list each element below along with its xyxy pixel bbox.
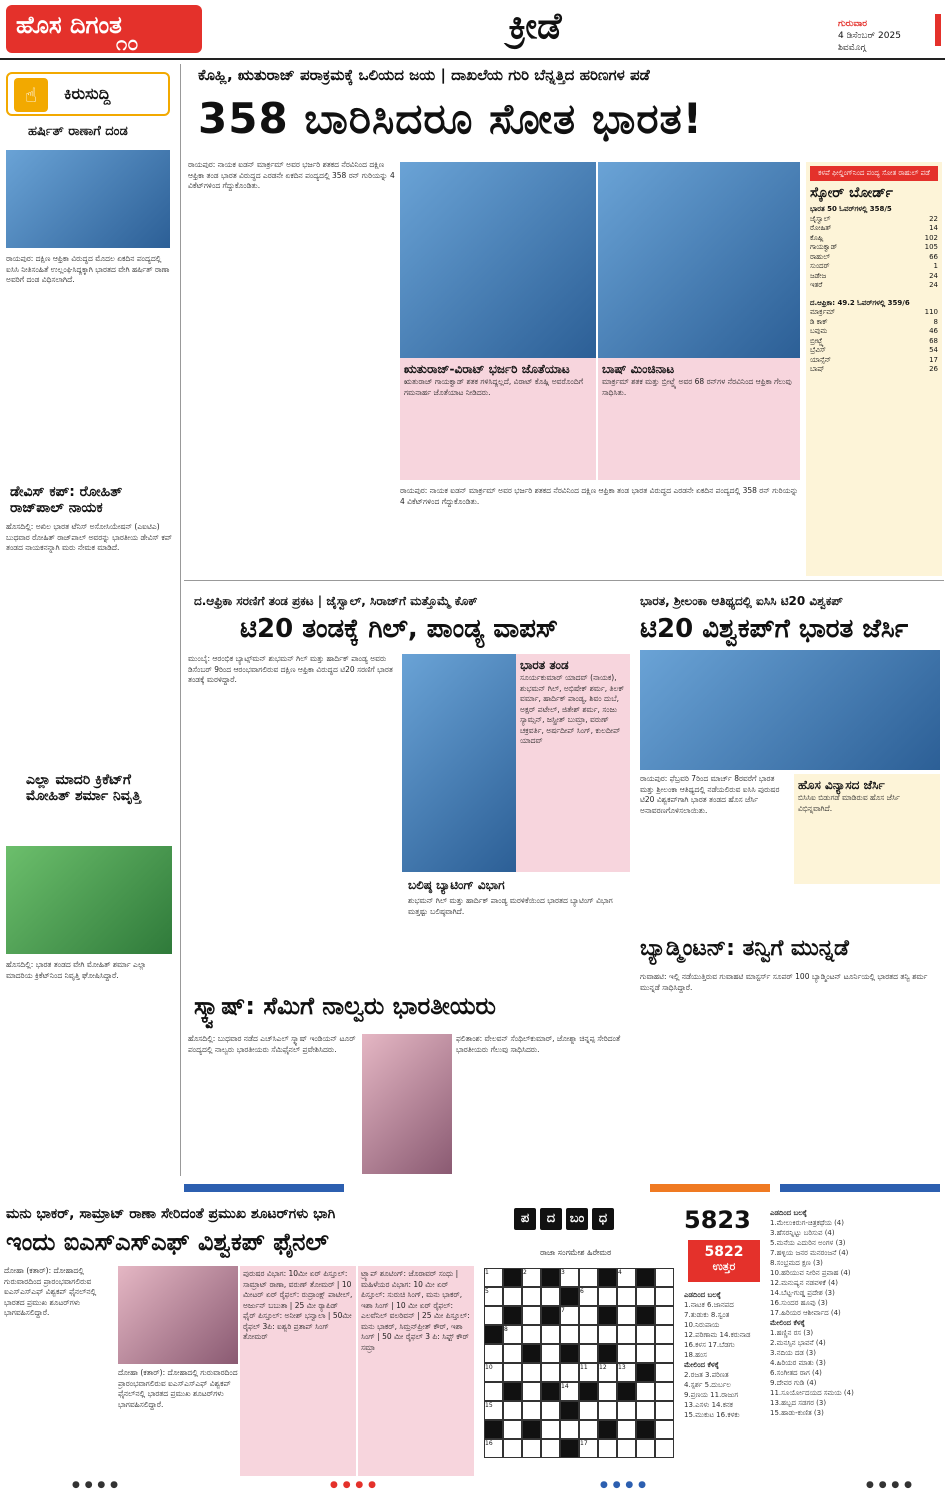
crossword-cell[interactable]: [560, 1420, 579, 1439]
team-head: ಭಾರತ ತಂಡ: [520, 658, 569, 672]
crossword-cell: [503, 1382, 522, 1401]
crossword-cell[interactable]: 13: [617, 1363, 636, 1382]
score-row: [810, 365, 938, 375]
jersey-body: ರಾಯಪುರ: ಫೆಬ್ರವರಿ 7ರಿಂದ ಮಾರ್ಚ್ 8ರವರೆಗೆ ಭಾರತ ಮತ್ತು ಶ್ರೀಲಂಕಾ ಆತಿಥ್ಯದಲ್ಲಿ ನಡೆಯಲಿರುವ ಐಸಿಸಿ ಪುರುಷರ ಟಿ20 ವಿಶ್ವಕಪ್‌ಗಾಗಿ ಭಾರತ ತಂಡದ ಹೊಸ ಜೆರ್ಸಿ ಅನಾವರಣಗೊಳಿಸಲಾಯಿತು.: [640, 774, 780, 815]
clue-item: 6.ಸಂಗೀತದ ರಾಗ (4): [770, 1369, 822, 1377]
puzzle-title-4: ಧ: [592, 1208, 614, 1230]
crossword-cell[interactable]: 10: [484, 1363, 503, 1382]
crossword-cell[interactable]: [484, 1344, 503, 1363]
answer-item: 18.ಹಂಸ: [684, 1351, 707, 1359]
caption-1-head: ಋತುರಾಜ್-ವಿರಾಟ್ ಭರ್ಜರಿ ಜೊತೆಯಾಟ: [404, 362, 570, 376]
score-row: [810, 337, 938, 347]
t20-headline: ಟಿ20 ತಂಡಕ್ಕೆ ಗಿಲ್, ಪಾಂಡ್ಯ ವಾಪಸ್: [240, 614, 559, 644]
crossword-cell[interactable]: 4: [617, 1268, 636, 1287]
hand-icon: ☝: [14, 78, 48, 112]
player-name: ಬ್ರೆವಿಸ್: [810, 346, 826, 354]
crossword-cell[interactable]: 12: [598, 1363, 617, 1382]
crossword-cell: [560, 1439, 579, 1458]
player-name: ಇತರೆ: [810, 281, 823, 289]
player-runs: 1: [933, 262, 938, 270]
kohli-photo: [598, 162, 800, 358]
crossword-cell[interactable]: [522, 1363, 541, 1382]
crossword-cell[interactable]: 6: [579, 1287, 598, 1306]
player-runs: 66: [929, 252, 938, 261]
kirusuddi-badge: [6, 72, 170, 116]
crossword-cell[interactable]: [579, 1420, 598, 1439]
t20-caption-head: ಬಲಿಷ್ಠ ಬ್ಯಾಟಿಂಗ್ ವಿಭಾಗ: [408, 878, 505, 892]
crossword-cell[interactable]: [655, 1401, 674, 1420]
answer-item: 2.ರಜತ 3.ಪರಿಣತ: [684, 1371, 729, 1379]
crossword-cell[interactable]: [541, 1344, 560, 1363]
crossword-cell[interactable]: [655, 1344, 674, 1363]
player-runs: 102: [924, 233, 938, 242]
scorecard: [806, 162, 942, 576]
shooting-body: ದೋಹಾ (ಕತಾರ್): ದೋಹಾದಲ್ಲಿ ಗುರುವಾರದಿಂದ ಪ್ರಾರಂಭವಾಗಲಿರುವ ಐಎಸ್‌ಎಸ್‌ಎಫ್ ವಿಶ್ವಕಪ್ ಫೈನಲ್‌ನಲ್ಲಿ ಭಾರತದ ಪ್ರಮುಖ ಶೂಟರ್‌ಗಳು ಭಾಗವಹಿಸಲಿದ್ದಾರೆ.: [4, 1266, 97, 1317]
crossword-cell[interactable]: [636, 1287, 655, 1306]
clue-across-title: ಎಡದಿಂದ ಬಲಕ್ಕೆ: [770, 1209, 807, 1217]
city-label: ಶಿವಮೊಗ್ಗ: [838, 43, 866, 53]
crossword-cell[interactable]: [579, 1268, 598, 1287]
brief-body-davis: ಹೊಸದಿಲ್ಲಿ: ಅಖಿಲ ಭಾರತ ಟೆನಿಸ್ ಅಸೋಸಿಯೇಷನ್ (ಎಐಟಿಎ) ಬುಧವಾರ ರೋಹಿತ್ ರಾಜ್‌ಪಾಲ್ ಅವರನ್ನು ಭಾರತೀಯ ಡೇವಿಸ್ ಕಪ್ ತಂಡದ ನಾಯಕನನ್ನಾಗಿ ಮರು ನೇಮಕ ಮಾಡಿದೆ.: [6, 522, 172, 552]
crossword-cell: [598, 1306, 617, 1325]
player-runs: 8: [933, 317, 938, 326]
clue-item: 11.ಸೂರ್ಯೋದಯದ ಸಮಯ (4): [770, 1389, 854, 1397]
crossword-cell[interactable]: [655, 1382, 674, 1401]
player-name: ಜೈಸ್ವಾಲ್: [810, 214, 831, 223]
clue-item: 1.ಮೇಲುಕಿರುಗ-ಚಿತ್ರಕಥೆಯ (4): [770, 1219, 844, 1227]
manu-photo: [118, 1266, 238, 1364]
player-name: ಬಾಷ್: [810, 365, 825, 373]
clue-item: 2.ಮನಸ್ಸಿನ ಭಾವನೆ (4): [770, 1339, 826, 1347]
crossword-cell[interactable]: [579, 1344, 598, 1363]
crossword-cell: [541, 1382, 560, 1401]
team-box: [516, 654, 630, 872]
player-name: ಕೊಹ್ಲಿ: [810, 233, 824, 242]
brief-body-mohit: ಹೊಸದಿಲ್ಲಿ: ಭಾರತ ತಂಡದ ವೇಗಿ ಮೋಹಿತ್ ಶರ್ಮಾ ಎಲ್ಲಾ ಮಾದರಿಯ ಕ್ರಿಕೆಟ್‌ನಿಂದ ನಿವೃತ್ತಿ ಘೋಷಿಸಿದ್ದಾರೆ.: [6, 960, 147, 980]
badminton-body: ಗುವಾಹಟಿ: ಇಲ್ಲಿ ನಡೆಯುತ್ತಿರುವ ಗುವಾಹಟಿ ಮಾಸ್ಟರ್ಸ್ ಸೂಪರ್ 100 ಬ್ಯಾಡ್ಮಿಂಟನ್ ಟೂರ್ನಿಯಲ್ಲಿ ಭಾರತದ ತನ್ವಿ ಶರ್ಮ ಮುನ್ನಡೆ ಸಾಧಿಸಿದ್ದಾರೆ.: [640, 972, 928, 992]
crossword-cell[interactable]: [541, 1420, 560, 1439]
puzzle-number: 5823: [684, 1206, 751, 1234]
t20-caption: ಶುಭಮನ್ ಗಿಲ್ ಮತ್ತು ಹಾರ್ದಿಕ್ ಪಾಂಡ್ಯ ಮರಳಿಕೆಯಿಂದ ಭಾರತದ ಬ್ಯಾಟಿಂಗ್ ವಿಭಾಗ ಮತ್ತಷ್ಟು ಬಲಿಷ್ಠವಾಗಿದೆ.: [408, 896, 613, 916]
clue-item: 1.ಹಣ್ಣಿನ ರಸ (3): [770, 1329, 814, 1337]
india-total: ಭಾರತ 50 ಓವರ್‌ಗಳಲ್ಲಿ 358/5: [810, 205, 892, 213]
caption-2-body: ಮಾರ್ಕ್ರಮ್ ಶತಕ ಮತ್ತು ಬ್ರೀಟ್ಜ್ಕೆ ಅವರ 68 ರನ್‌ಗಳ ನೆರವಿನಿಂದ ಆಫ್ರಿಕಾ ಗೆಲುವು ಸಾಧಿಸಿತು.: [602, 377, 792, 397]
scorecard-title: ಸ್ಕೋರ್ ಬೋರ್ಡ್: [810, 185, 893, 201]
answer-item: 12.ಪರಿಣಾಮ 14.ಕರುನಾಡ: [684, 1331, 751, 1339]
crossword-cell[interactable]: [598, 1382, 617, 1401]
mohit-photo: [6, 846, 172, 954]
crossword-cell[interactable]: [598, 1401, 617, 1420]
crossword-cell[interactable]: [617, 1439, 636, 1458]
crossword-cell[interactable]: [598, 1439, 617, 1458]
divider-1: [184, 580, 944, 581]
clue-down-title: ಮೇಲಿಂದ ಕೆಳಕ್ಕೆ: [770, 1319, 805, 1327]
t20-kicker: ದ.ಆಫ್ರಿಕಾ ಸರಣಿಗೆ ತಂಡ ಪ್ರಕಟ | ಜೈಸ್ವಾಲ್, ಸಿರಾಜ್‌ಗೆ ಮತ್ತೊಮ್ಮೆ ಕೊಕ್: [194, 594, 478, 608]
shooting-headline: ಇಂದು ಐಎಸ್‌ಎಸ್‌ಎಫ್ ವಿಶ್ವಕಪ್ ಫೈನಲ್: [6, 1228, 329, 1256]
date-block: [838, 18, 938, 54]
clue-item: 8.ಸಂಭ್ರಮದ ಕ್ಷಣ (3): [770, 1259, 823, 1267]
crossword-cell: [503, 1268, 522, 1287]
crossword-cell[interactable]: [617, 1306, 636, 1325]
crossword-cell[interactable]: [522, 1382, 541, 1401]
crossword-cell[interactable]: [522, 1401, 541, 1420]
clue-list: [770, 1208, 942, 1418]
jersey-box: [794, 774, 940, 884]
crossword-cell[interactable]: [541, 1325, 560, 1344]
crossword-cell[interactable]: [655, 1363, 674, 1382]
badminton-headline: ಬ್ಯಾಡ್ಮಿಂಟನ್: ತನ್ವಿಗೆ ಮುನ್ನಡೆ: [640, 936, 849, 961]
print-dots-4: ● ● ● ●: [866, 1480, 913, 1490]
puzzle-title-3: ಬಂ: [566, 1208, 588, 1230]
crossword-cell[interactable]: [655, 1325, 674, 1344]
clue-item: 9.ದೇವರ ಗುಡಿ (4): [770, 1379, 817, 1387]
squash-body: ಹೊಸದಿಲ್ಲಿ: ಬುಧವಾರ ನಡೆದ ಎಚ್‌ಸಿಎಲ್ ಸ್ಕ್ವಾಷ್ ಇಂಡಿಯನ್ ಟೂರ್ ಪಂದ್ಯದಲ್ಲಿ ನಾಲ್ವರು ಭಾರತೀಯರು ಸೆಮಿಫೈನಲ್ ಪ್ರವೇಶಿಸಿದರು.: [188, 1034, 356, 1054]
player-runs: 54: [929, 346, 938, 354]
player-runs: 68: [929, 336, 938, 345]
player-runs: 17: [929, 355, 938, 364]
crossword-cell[interactable]: [579, 1401, 598, 1420]
crossword-cell[interactable]: [598, 1287, 617, 1306]
crossword-cell: [560, 1287, 579, 1306]
player-name: ಸುಂದರ್: [810, 262, 830, 270]
squash-headline: ಸ್ಕ್ವಾಷ್: ಸೆಮಿಗೆ ನಾಲ್ವರು ಭಾರತೀಯರು: [194, 992, 496, 1020]
kirusuddi-label: ಕಿರುಸುದ್ದಿ: [64, 84, 111, 103]
crossword-cell[interactable]: [598, 1325, 617, 1344]
player-name: ರೋಹಿತ್: [810, 224, 832, 232]
jersey-headline: ಟಿ20 ವಿಶ್ವಕಪ್‌ಗೆ ಭಾರತ ಜೆರ್ಸಿ: [640, 614, 909, 644]
clue-item: 10.ಹರಿಯುವ ನೀರಿನ ಪ್ರವಾಹ (4): [770, 1269, 851, 1277]
crossword-cell[interactable]: [655, 1268, 674, 1287]
score-row: [810, 356, 938, 366]
header-divider: [0, 58, 945, 60]
crossword-cell: [617, 1382, 636, 1401]
crossword-cell: [560, 1344, 579, 1363]
crossword-cell[interactable]: 3: [560, 1268, 579, 1287]
section-title: ಕ್ರೀಡೆ: [508, 6, 562, 47]
shooting-kicker: ಮನು ಭಾಕರ್, ಸಾಮ್ರಾಟ್ ರಾಣಾ ಸೇರಿದಂತೆ ಪ್ರಮುಖ ಶೂಟರ್‌ಗಳು ಭಾಗಿ: [6, 1206, 336, 1222]
masthead-logo: [6, 5, 202, 53]
answer-item: 4.ಸ್ಪರ್ಶ 5.ದುರ್ಬಲ: [684, 1381, 731, 1389]
player-name: ಗಾಯಕ್ವಾಡ್: [810, 243, 838, 251]
player-runs: 22: [929, 214, 938, 223]
day-label: ಗುರುವಾರ: [838, 19, 868, 29]
shooting-body-2: ದೋಹಾ (ಕತಾರ್): ದೋಹಾದಲ್ಲಿ ಗುರುವಾರದಿಂದ ಪ್ರಾರಂಭವಾಗಲಿರುವ ಐಎಸ್‌ಎಸ್‌ಎಫ್ ವಿಶ್ವಕಪ್ ಫೈನಲ್‌ನಲ್ಲಿ ಭಾರತದ ಪ್ರಮುಖ ಶೂಟರ್‌ಗಳು ಭಾಗವಹಿಸಲಿದ್ದಾರೆ.: [118, 1368, 238, 1409]
crossword-cell[interactable]: 15: [484, 1401, 503, 1420]
answers-down-title: ಮೇಲಿಂದ ಕೆಳಕ್ಕೆ: [684, 1361, 719, 1369]
score-row: [810, 308, 938, 318]
answer-item: 10.ನಿರುಪಾಯ: [684, 1321, 720, 1329]
crossword-cell[interactable]: [636, 1439, 655, 1458]
player-runs: 24: [929, 271, 938, 280]
crossword-cell[interactable]: [522, 1439, 541, 1458]
rana-photo: [6, 150, 170, 248]
brief-headline-mohit: ಎಲ್ಲಾ ಮಾದರಿ ಕ್ರಿಕೆಟ್‌ಗೆ ಮೋಹಿತ್ ಶರ್ಮಾ ನಿವೃತ್ತಿ: [26, 772, 141, 804]
brief-headline-rana: ಹರ್ಷಿತ್ ರಾಣಾಗೆ ದಂಡ: [28, 124, 128, 139]
crossword-cell[interactable]: [617, 1325, 636, 1344]
crossword-cell: [484, 1325, 503, 1344]
crossword-cell[interactable]: [617, 1420, 636, 1439]
crossword-cell: [636, 1306, 655, 1325]
score-row: [810, 215, 938, 225]
lead-body: ರಾಯಪುರ: ನಾಯಕ ಐಡನ್ ಮಾರ್ಕ್ರಮ್ ಅವರ ಭರ್ಜರಿ ಶತಕದ ನೆರವಿನಿಂದ ದಕ್ಷಿಣ ಆಫ್ರಿಕಾ ತಂಡ ಭಾರತ ವಿರುದ್ಧದ ಎರಡನೇ ಏಕದಿನ ಪಂದ್ಯದಲ್ಲಿ 358 ರನ್ ಗುರಿಯನ್ನು 4 ವಿಕೆಟ್‌ಗಳಿಂದ ಗೆದ್ದುಕೊಂಡಿತು.: [188, 160, 395, 190]
clue-item: 3.ಹೆಸರನ್ನಿಟ್ಟು ಬರಿಸುವ (4): [770, 1229, 835, 1237]
crossword-cell[interactable]: [560, 1325, 579, 1344]
crossword-cell[interactable]: [560, 1363, 579, 1382]
squash-results: ಫಲಿತಾಂಶ: ವೇಲವನ್ ಸೆಂಥಿಲ್‌ಕುಮಾರ್, ಜೋಶ್ನಾ ಚಿನ್ನಪ್ಪ ಸೇರಿದಂತೆ ಭಾರತೀಯರು ಗೆಲುವು ಸಾಧಿಸಿದರು.: [456, 1034, 621, 1054]
clue-item: 5.ಮನೆಯ ಎದುರಿನ ಅಂಗಳ (3): [770, 1239, 846, 1247]
prev-answer-label: ಉತ್ತರ: [712, 1260, 736, 1273]
crossword-cell[interactable]: [522, 1287, 541, 1306]
answer-item: 15.ಮುಕುಟ 16.ಕಳಕು: [684, 1411, 740, 1419]
prev-puzzle-number: 5822: [704, 1244, 744, 1260]
date-label: 4 ಡಿಸೆಂಬರ್ 2025: [838, 31, 901, 41]
crossword-cell: [560, 1401, 579, 1420]
crossword-cell[interactable]: [655, 1287, 674, 1306]
crossword-cell[interactable]: [655, 1420, 674, 1439]
crossword-grid[interactable]: [484, 1268, 674, 1458]
crossword-cell[interactable]: [655, 1306, 674, 1325]
crossword-cell[interactable]: [503, 1287, 522, 1306]
player-runs: 110: [924, 308, 938, 316]
score-row: [810, 224, 938, 234]
crossword-cell[interactable]: [579, 1325, 598, 1344]
page-number: ೧೦: [116, 31, 139, 55]
score-row: [810, 281, 938, 291]
player-runs: 105: [924, 243, 938, 251]
puzzle-title: [514, 1208, 614, 1230]
crossword-cell: [636, 1420, 655, 1439]
brief-headline-davis: ಡೇವಿಸ್ ಕಪ್: ರೋಹಿತ್ ರಾಜ್‌ಪಾಲ್ ನಾಯಕ: [10, 484, 123, 516]
score-row: [810, 253, 938, 263]
answer-list: [684, 1290, 764, 1420]
player-name: ರಾಹುಲ್: [810, 252, 831, 261]
crossword-cell[interactable]: [636, 1382, 655, 1401]
crossword-cell[interactable]: 11: [579, 1363, 598, 1382]
crossword-cell: [636, 1268, 655, 1287]
crossword-cell: [579, 1382, 598, 1401]
score-row: [810, 318, 938, 328]
logo-text: ಹೊಸ ದಿಗಂತ: [16, 11, 122, 39]
caption-box-1: [400, 358, 596, 480]
strip-blue: [184, 1184, 344, 1192]
column-rule: [180, 64, 181, 1176]
crossword-cell[interactable]: [522, 1306, 541, 1325]
header-accent: [935, 14, 941, 46]
gaikwad-photo: [400, 162, 596, 358]
clue-item: 13.ಹಬ್ಬದ ಸಡಗರ (3): [770, 1399, 827, 1407]
crossword-cell[interactable]: 7: [560, 1306, 579, 1325]
clue-item: 3.ನದಿಯ ದಡ (3): [770, 1349, 816, 1357]
crossword-cell: [598, 1420, 617, 1439]
prev-answer-badge: [688, 1240, 760, 1282]
crossword-cell: [541, 1306, 560, 1325]
player-name: ಬವುಮ: [810, 327, 828, 335]
clue-item: 12.ಮನುಷ್ಯನ ನಡವಳಿಕೆ (4): [770, 1279, 838, 1287]
crossword-cell[interactable]: [655, 1439, 674, 1458]
clue-item: 7.ಹಳ್ಳಿಯ ಜನರ ಮನರಂಜನೆ (4): [770, 1249, 849, 1257]
crossword-cell[interactable]: [541, 1439, 560, 1458]
player-name: ಯಾನ್ಸೆನ್: [810, 355, 831, 364]
score-row: [810, 243, 938, 253]
crossword-cell[interactable]: [503, 1439, 522, 1458]
crossword-cell[interactable]: [541, 1363, 560, 1382]
crossword-cell: [484, 1420, 503, 1439]
jersey-photo: [640, 650, 940, 770]
score-row: [810, 346, 938, 356]
crossword-cell[interactable]: [484, 1306, 503, 1325]
puzzle-title-2: ದ: [540, 1208, 562, 1230]
crossword-cell: [598, 1268, 617, 1287]
gill-pandya-photo: [402, 654, 516, 872]
lead-headline: 358 ಬಾರಿಸಿದರೂ ಸೋತ ಭಾರತ!: [198, 94, 703, 143]
jersey-box-body: ಬಿಸಿಸಿಐ ಬಿಡುಗಡೆ ಮಾಡಿರುವ ಹೊಸ ಜೆರ್ಸಿ ವಿಭಿನ್ನವಾಗಿದೆ.: [798, 793, 900, 813]
score-row: [810, 327, 938, 337]
answer-item: 13.ಎಸಳು 14.ಕನಕ: [684, 1401, 733, 1409]
scorecard-sa: [810, 299, 938, 375]
jersey-kicker: ಭಾರತ, ಶ್ರೀಲಂಕಾ ಆತಿಥ್ಯದಲ್ಲಿ ಐಸಿಸಿ ಟಿ20 ವಿಶ್ವಕಪ್: [640, 594, 843, 608]
crossword-cell[interactable]: [579, 1306, 598, 1325]
clue-item: 16.ಸುಂದರ ಹೂವು (3): [770, 1299, 828, 1307]
print-dots-1: ● ● ● ●: [72, 1480, 119, 1490]
shooting-list-women: ಟ್ರ್ಯಾಪ್ ಶೂಟಿಂಗ್: ಜೊರಾವರ್ ಸಂಧು | ಮಹಿಳೆಯರ ವಿಭಾಗ: 10 ಮೀ ಏರ್ ಪಿಸ್ತೂಲ್: ಸುರುಚಿ ಸಿಂಗ್, ಮನು ಭಾಕರ್, ಇಶಾ ಸಿಂಗ್ | 10 ಮೀ ಏರ್ ರೈಫಲ್: ಎಲವೆನಿಲ್ ವಲರಿವನ್ | 25 ಮೀ ಪಿಸ್ತೂಲ್: ಮನು ಭಾಕರ್, ಸಿಮ್ರನ್‌ಪ್ರೀತ್ ಕೌರ್, ಇಶಾ ಸಿಂಗ್ | 50 ಮೀ ರೈಫಲ್ 3 ಪಿ: ಸಿಫ್ಟ್ ಕೌರ್ ಸಮ್ರಾ: [358, 1266, 474, 1476]
clue-item: 15.ಹಾಡು-ಕುಣಿತ (3): [770, 1409, 824, 1417]
lead-body-cont: ರಾಯಪುರ: ನಾಯಕ ಐಡನ್ ಮಾರ್ಕ್ರಮ್ ಅವರ ಭರ್ಜರಿ ಶತಕದ ನೆರವಿನಿಂದ ದಕ್ಷಿಣ ಆಫ್ರಿಕಾ ತಂಡ ಭಾರತ ವಿರುದ್ಧದ ಎರಡನೇ ಏಕದಿನ ಪಂದ್ಯದಲ್ಲಿ 358 ರನ್ ಗುರಿಯನ್ನು 4 ವಿಕೆಟ್‌ಗಳಿಂದ ಗೆದ್ದುಕೊಂಡಿತು.: [400, 486, 799, 506]
crossword-cell: [636, 1363, 655, 1382]
player-name: ಬ್ರೀಟ್ಜ್ಕೆ: [810, 336, 824, 345]
puzzle-author: ರಾಜಾ ಸಂಗಮೇಶ ಹಿರೇಮಠ: [540, 1248, 612, 1257]
crossword-cell[interactable]: 2: [522, 1268, 541, 1287]
crossword-cell[interactable]: [541, 1401, 560, 1420]
answer-item: 7.ತುಡುಕು 8.ಸ್ವಂತ: [684, 1311, 730, 1319]
crossword-cell[interactable]: 8: [503, 1325, 522, 1344]
player-runs: 26: [929, 365, 938, 373]
lead-kicker: ಕೊಹ್ಲಿ, ಋತುರಾಜ್ ಪರಾಕ್ರಮಕ್ಕೆ ಒಲಿಯದ ಜಯ | ದಾಖಲೆಯ ಗುರಿ ಬೆನ್ನತ್ತಿದ ಹರಿಣಗಳ ಪಡೆ: [198, 66, 650, 84]
crossword-cell[interactable]: [636, 1325, 655, 1344]
print-dots-2: ● ● ● ●: [330, 1480, 377, 1490]
player-name: ಡಿ ಕಾಕ್: [810, 317, 828, 326]
clue-item: 17.ಹಿರಿಯರ ಆಶೀರ್ವಾದ (4): [770, 1309, 841, 1317]
jersey-box-head: ಹೊಸ ವಿನ್ಯಾಸದ ಜೆರ್ಸಿ: [798, 778, 885, 792]
crossword-cell[interactable]: [541, 1287, 560, 1306]
clue-item: 4.ಹಿರಿಯರ ಮಾತು (3): [770, 1359, 826, 1367]
player-runs: 24: [929, 281, 938, 289]
crossword-cell[interactable]: [522, 1325, 541, 1344]
player-name: ಮಾರ್ಕ್ರಮ್: [810, 308, 836, 316]
score-row: [810, 262, 938, 272]
strip-orange: [650, 1184, 770, 1192]
crossword-cell[interactable]: [617, 1344, 636, 1363]
crossword-cell: [522, 1420, 541, 1439]
team-list: ಸೂರ್ಯಕುಮಾರ್ ಯಾದವ್ (ನಾಯಕ), ಶುಭಮನ್ ಗಿಲ್, ಅಭಿಷೇಕ್ ಶರ್ಮ, ತಿಲಕ್ ವರ್ಮಾ, ಹಾರ್ದಿಕ್ ಪಾಂಡ್ಯ, ಶಿವಂ ದುಬೆ, ಅಕ್ಷರ್ ಪಟೇಲ್, ಜಿತೇಶ್ ಶರ್ಮ, ಸಂಜು ಸ್ಯಾಮ್ಸನ್, ಜಸ್ಪ್ರೀತ್ ಬುಮ್ರಾ, ವರುಣ್ ಚಕ್ರವರ್ತಿ, ಅರ್ಷದೀಪ್ ಸಿಂಗ್, ಕುಲದೀಪ್ ಯಾದವ್: [520, 673, 625, 745]
answer-item: 1.ನಾಟಕ 6.ಜಾನಪದ: [684, 1301, 734, 1309]
crossword-cell[interactable]: [617, 1287, 636, 1306]
crossword-cell[interactable]: [503, 1344, 522, 1363]
caption-2-head: ಬಾಷ್ ಮಿಂಚಿನಾಟ: [602, 362, 675, 376]
crossword-cell[interactable]: [617, 1401, 636, 1420]
clue-item: 14.ಬೆಟ್ಟ-ಗುಡ್ಡ ಪ್ರದೇಶ (3): [770, 1289, 835, 1297]
crossword-cell[interactable]: 16: [484, 1439, 503, 1458]
crossword-cell[interactable]: [503, 1401, 522, 1420]
crossword-cell[interactable]: 17: [579, 1439, 598, 1458]
crossword-cell: [503, 1306, 522, 1325]
answer-item: 9.ಪ್ರಣಯ 11.ರಾಜುಗ: [684, 1391, 739, 1399]
scorecard-tag: ಕಳಪೆ ಫೀಲ್ಡಿಂಗ್‌ನಿಂದ ಪಂದ್ಯ ಸೋತ ರಾಹುಲ್ ಪಡೆ: [810, 166, 938, 181]
shooting-list-men: ಪುರುಷರ ವಿಭಾಗ: 10ಮೀ ಏರ್ ಪಿಸ್ತೂಲ್: ಸಾಮ್ರಾಟ್ ರಾಣಾ, ವರುಣ್ ತೋಮರ್ | 10 ಮೀಟರ್ ಏರ್ ರೈಫಲ್: ರುದ್ರಾಂಕ್ಷ್ ಪಾಟೀಲ್, ಅರ್ಜುನ್ ಬಬುತಾ | 25 ಮೀ ರ‍್ಯಾಪಿಡ್ ಫೈರ್ ಪಿಸ್ತೂಲ್: ಅನೀಶ್ ಭನ್ವಾಲಾ | 50ಮೀ ರೈಫಲ್ 3ಪಿ: ಐಶ್ವರಿ ಪ್ರತಾಪ್ ಸಿಂಗ್ ತೋಮರ್: [240, 1266, 356, 1476]
strip-blue-2: [780, 1184, 940, 1192]
crossword-cell[interactable]: 5: [484, 1287, 503, 1306]
score-row: [810, 234, 938, 244]
answers-across-title: ಎಡದಿಂದ ಬಲಕ್ಕೆ: [684, 1291, 721, 1299]
crossword-cell[interactable]: [484, 1382, 503, 1401]
crossword-cell[interactable]: [503, 1363, 522, 1382]
crossword-cell: [522, 1344, 541, 1363]
crossword-cell: [598, 1344, 617, 1363]
player-name: ಜಡೇಜ: [810, 271, 827, 280]
crossword-cell: [541, 1268, 560, 1287]
player-runs: 14: [929, 224, 938, 232]
brief-body-rana: ರಾಯಪುರ: ದಕ್ಷಿಣ ಆಫ್ರಿಕಾ ವಿರುದ್ಧದ ಮೊದಲ ಏಕದಿನ ಪಂದ್ಯದಲ್ಲಿ ಐಸಿಸಿ ನೀತಿಸಂಹಿತೆ ಉಲ್ಲಂಘಿಸಿದ್ದಕ್ಕಾಗಿ ಭಾರತದ ವೇಗಿ ಹರ್ಷಿತ್ ರಾಣಾ ಅವರಿಗೆ ದಂಡ ವಿಧಿಸಲಾಗಿದೆ.: [6, 254, 170, 284]
crossword-cell[interactable]: [636, 1344, 655, 1363]
crossword-cell[interactable]: [636, 1401, 655, 1420]
t20-body: ಮುಂಬೈ: ಆರಂಭಿಕ ಬ್ಯಾಟ್ಸ್‌ಮನ್ ಶುಭಮನ್ ಗಿಲ್ ಮತ್ತು ಹಾರ್ದಿಕ್ ಪಾಂಡ್ಯ ಅವರು ಡಿಸೆಂಬರ್ 9ರಿಂದ ಆರಂಭವಾಗಲಿರುವ ದಕ್ಷಿಣ ಆಫ್ರಿಕಾ ವಿರುದ್ಧದ ಟಿ20 ಸರಣಿಗೆ ಭಾರತ ತಂಡಕ್ಕೆ ಮರಳಿದ್ದಾರೆ.: [188, 654, 393, 684]
crossword-cell[interactable]: 1: [484, 1268, 503, 1287]
caption-1-body: ಋತುರಾಜ್ ಗಾಯಕ್ವಾಡ್ ಶತಕ ಗಳಿಸಿದ್ದಲ್ಲದೆ, ವಿರಾಟ್ ಕೊಹ್ಲಿ ಅವರೊಂದಿಗೆ ಗಮನಾರ್ಹ ಜೊತೆಯಾಟ ನೀಡಿದರು.: [404, 377, 584, 397]
squash-photo: [362, 1034, 452, 1174]
player-runs: 46: [929, 327, 938, 335]
print-dots-3: ● ● ● ●: [600, 1480, 647, 1490]
crossword-cell[interactable]: [503, 1420, 522, 1439]
answer-item: 16.ಕಳಸ 17.ಬೆಡಗು: [684, 1341, 735, 1349]
caption-box-2: [598, 358, 800, 480]
crossword-cell[interactable]: 14: [560, 1382, 579, 1401]
score-row: [810, 272, 938, 282]
scorecard-india: [810, 205, 938, 291]
puzzle-title-1: ಪ: [514, 1208, 536, 1230]
sa-total: ದ.ಆಫ್ರಿಕಾ: 49.2 ಓವರ್‌ಗಳಲ್ಲಿ 359/6: [810, 298, 910, 307]
